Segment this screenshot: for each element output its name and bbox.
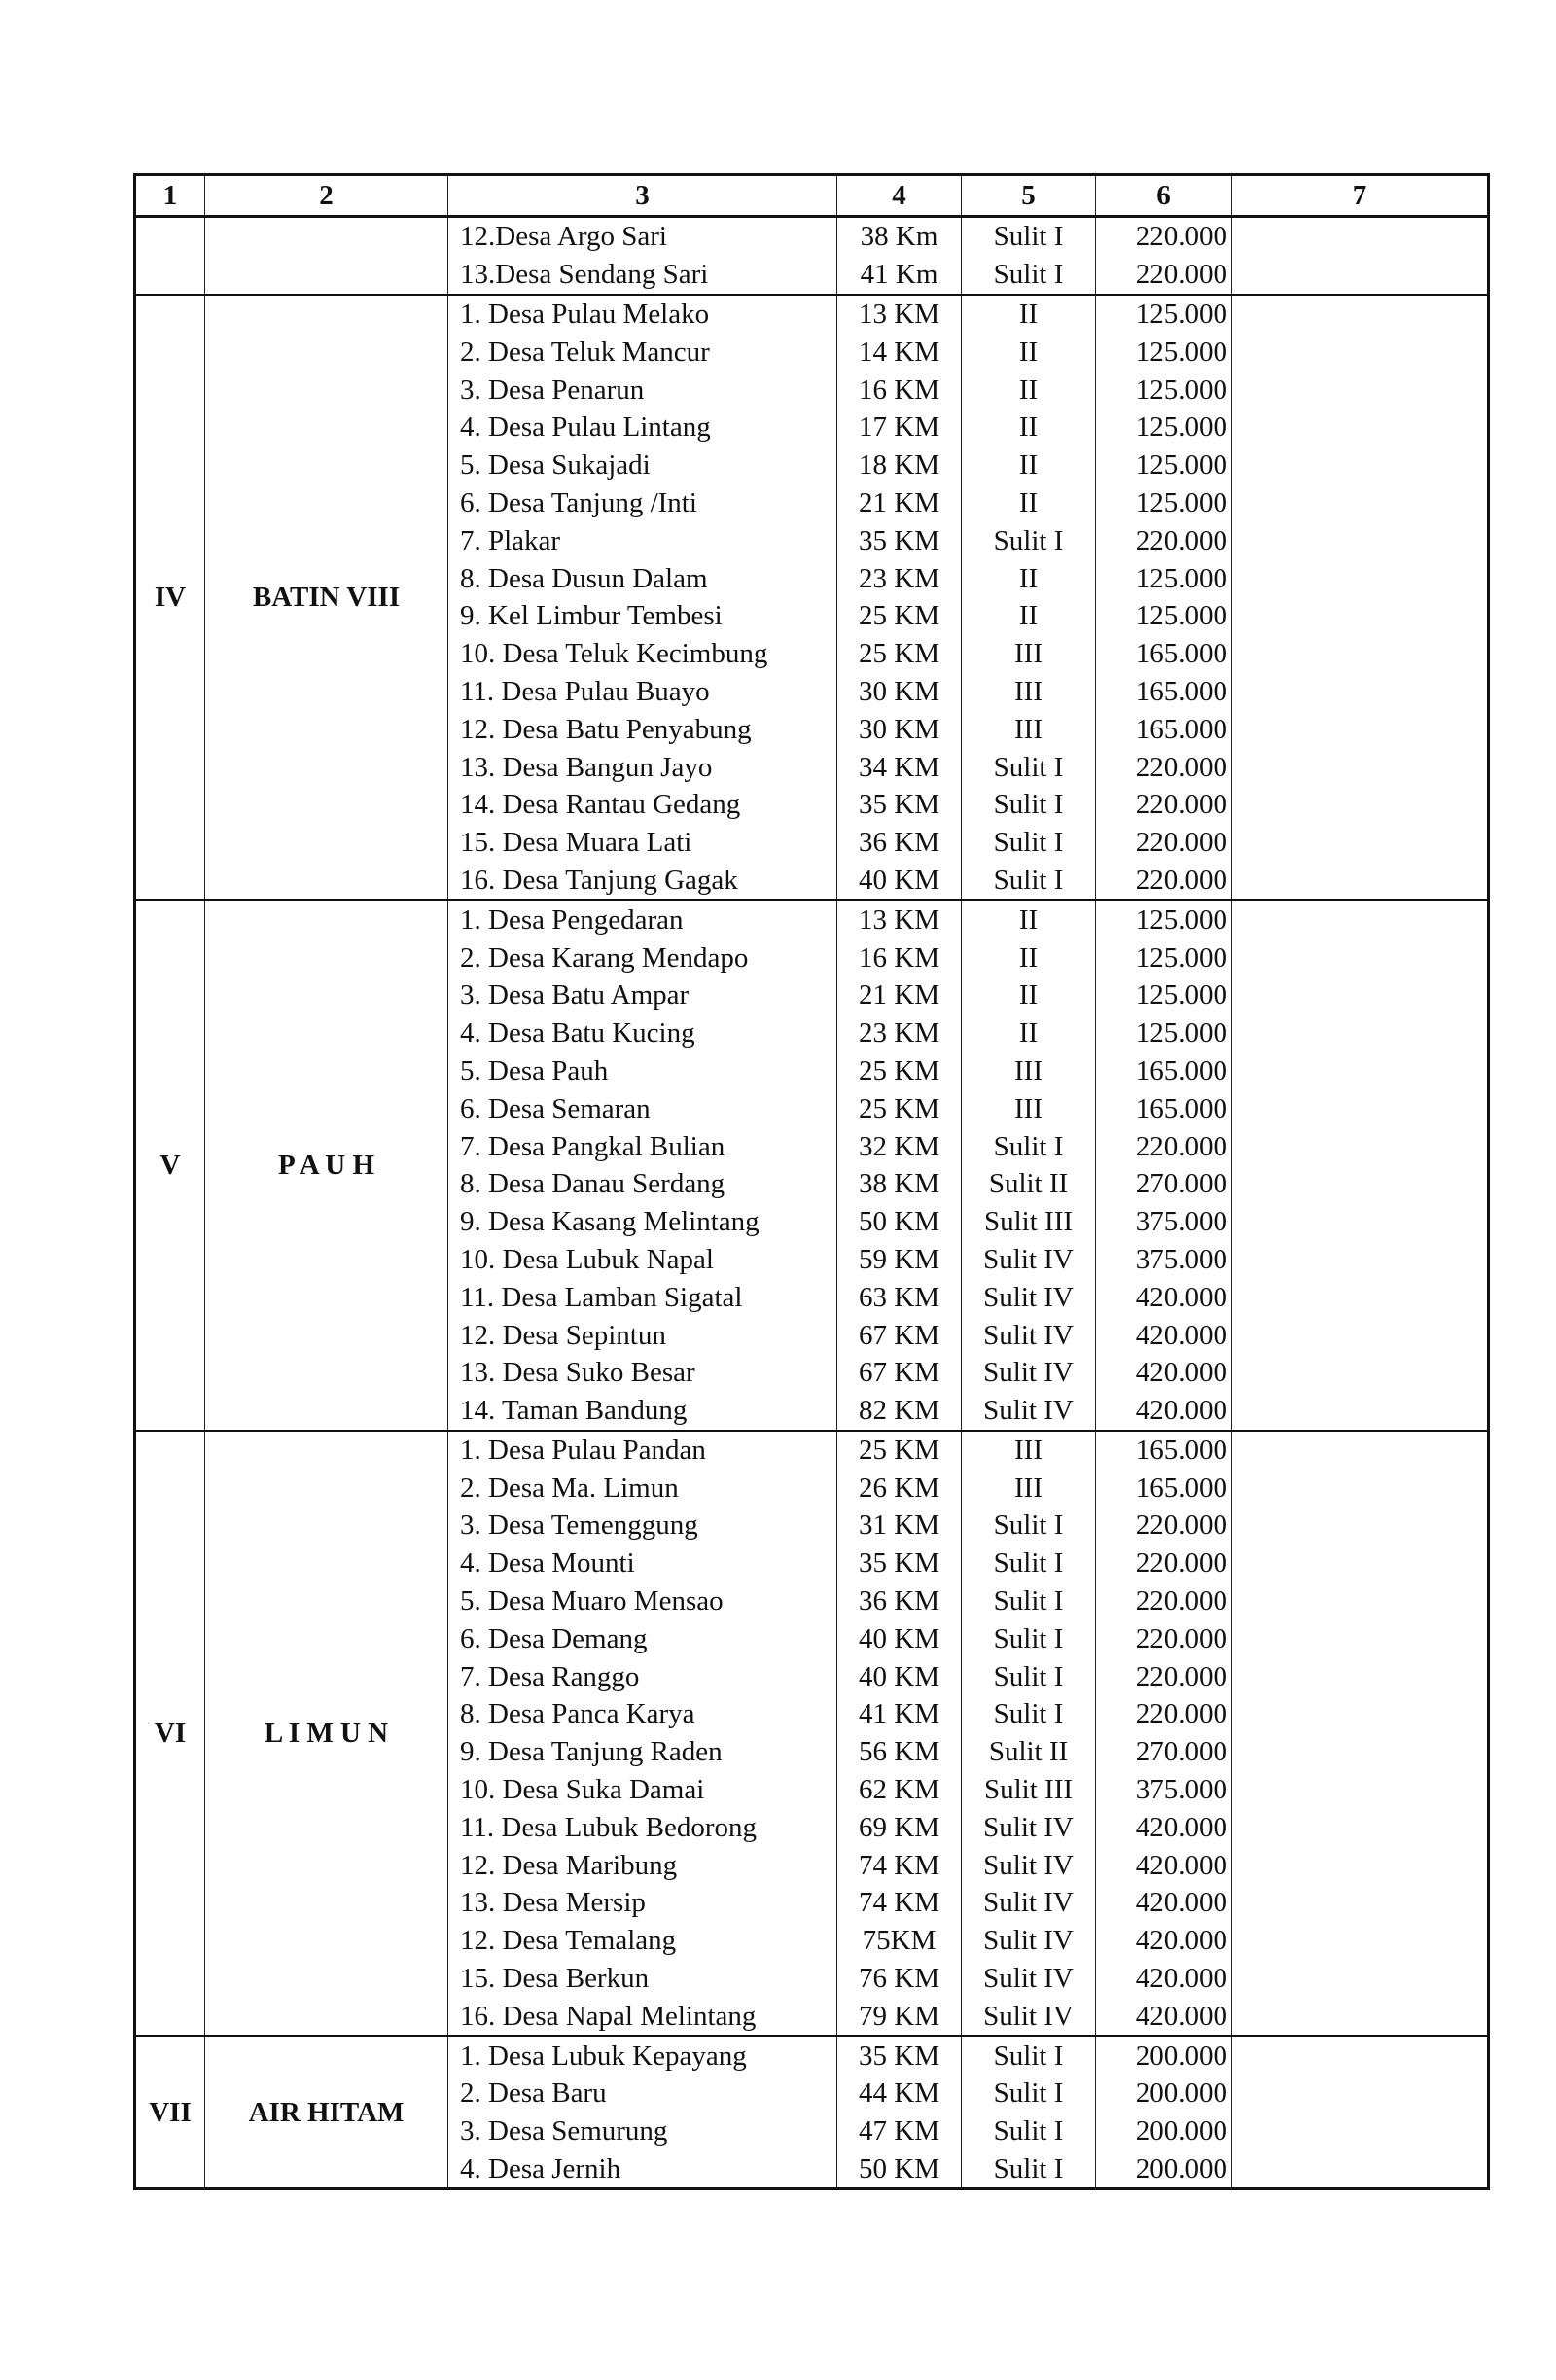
category-cell: Sulit I	[962, 2075, 1096, 2113]
distance-cell: 59 KM	[837, 1241, 962, 1279]
district-group	[135, 900, 1489, 1430]
amount-cell: 200.000	[1096, 2150, 1232, 2189]
remarks-cell	[1232, 1278, 1489, 1316]
remarks-cell	[1232, 824, 1489, 862]
village-name: 13.Desa Sendang Sari	[448, 256, 837, 295]
district-number: VII	[135, 2036, 205, 2189]
amount-cell: 220.000	[1096, 1657, 1232, 1695]
remarks-cell	[1232, 2036, 1489, 2075]
remarks-cell	[1232, 710, 1489, 748]
village-name: 3. Desa Temenggung	[448, 1507, 837, 1545]
distance-cell: 67 KM	[837, 1354, 962, 1392]
allowance-table	[133, 173, 1490, 2190]
distance-cell: 35 KM	[837, 2036, 962, 2075]
district-number: V	[135, 900, 205, 1430]
village-name: 8. Desa Danau Serdang	[448, 1165, 837, 1203]
village-name: 1. Desa Pulau Melako	[448, 295, 837, 334]
category-cell: III	[962, 1052, 1096, 1090]
amount-cell: 125.000	[1096, 559, 1232, 597]
category-cell: Sulit I	[962, 786, 1096, 824]
category-cell: Sulit IV	[962, 1922, 1096, 1960]
remarks-cell	[1232, 217, 1489, 256]
remarks-cell	[1232, 1316, 1489, 1354]
village-name: 3. Desa Semurung	[448, 2113, 837, 2150]
amount-cell: 220.000	[1096, 217, 1232, 256]
village-name: 5. Desa Sukajadi	[448, 446, 837, 484]
village-name: 3. Desa Batu Ampar	[448, 977, 837, 1014]
distance-cell: 25 KM	[837, 1431, 962, 1470]
distance-cell: 41 Km	[837, 256, 962, 295]
remarks-cell	[1232, 1960, 1489, 1998]
village-name: 10. Desa Lubuk Napal	[448, 1241, 837, 1279]
table-row	[135, 217, 1489, 256]
distance-cell: 41 KM	[837, 1695, 962, 1733]
amount-cell: 420.000	[1096, 1922, 1232, 1960]
distance-cell: 67 KM	[837, 1316, 962, 1354]
distance-cell: 74 KM	[837, 1846, 962, 1884]
header-col-7: 7	[1232, 175, 1489, 217]
remarks-cell	[1232, 333, 1489, 371]
amount-cell: 125.000	[1096, 977, 1232, 1014]
distance-cell: 25 KM	[837, 635, 962, 673]
category-cell: Sulit I	[962, 256, 1096, 295]
distance-cell: 35 KM	[837, 521, 962, 559]
remarks-cell	[1232, 635, 1489, 673]
amount-cell: 125.000	[1096, 446, 1232, 484]
category-cell: Sulit II	[962, 1733, 1096, 1771]
remarks-cell	[1232, 1695, 1489, 1733]
category-cell: Sulit I	[962, 217, 1096, 256]
village-name: 2. Desa Ma. Limun	[448, 1469, 837, 1507]
category-cell: II	[962, 295, 1096, 334]
remarks-cell	[1232, 256, 1489, 295]
district-group	[135, 1431, 1489, 2037]
remarks-cell	[1232, 977, 1489, 1014]
remarks-cell	[1232, 409, 1489, 446]
amount-cell: 165.000	[1096, 673, 1232, 711]
category-cell: Sulit IV	[962, 1997, 1096, 2036]
distance-cell: 17 KM	[837, 409, 962, 446]
village-name: 2. Desa Teluk Mancur	[448, 333, 837, 371]
village-name: 15. Desa Muara Lati	[448, 824, 837, 862]
header-col-1: 1	[135, 175, 205, 217]
category-cell: II	[962, 1014, 1096, 1052]
header-col-3: 3	[448, 175, 837, 217]
amount-cell: 420.000	[1096, 1392, 1232, 1431]
remarks-cell	[1232, 2150, 1489, 2189]
distance-cell: 18 KM	[837, 446, 962, 484]
village-name: 14. Desa Rantau Gedang	[448, 786, 837, 824]
remarks-cell	[1232, 939, 1489, 977]
distance-cell: 75KM	[837, 1922, 962, 1960]
amount-cell: 420.000	[1096, 1278, 1232, 1316]
village-name: 16. Desa Tanjung Gagak	[448, 862, 837, 901]
category-cell: Sulit IV	[962, 1316, 1096, 1354]
district-number	[135, 217, 205, 295]
amount-cell: 125.000	[1096, 597, 1232, 635]
village-name: 1. Desa Pulau Pandan	[448, 1431, 837, 1470]
distance-cell: 14 KM	[837, 333, 962, 371]
header-col-6: 6	[1096, 175, 1232, 217]
category-cell: III	[962, 1469, 1096, 1507]
village-name: 12. Desa Batu Penyabung	[448, 710, 837, 748]
village-name: 9. Desa Tanjung Raden	[448, 1733, 837, 1771]
distance-cell: 79 KM	[837, 1997, 962, 2036]
amount-cell: 270.000	[1096, 1733, 1232, 1771]
category-cell: Sulit I	[962, 1695, 1096, 1733]
category-cell: Sulit I	[962, 1545, 1096, 1582]
distance-cell: 21 KM	[837, 484, 962, 522]
distance-cell: 56 KM	[837, 1733, 962, 1771]
category-cell: II	[962, 484, 1096, 522]
category-cell: Sulit IV	[962, 1846, 1096, 1884]
remarks-cell	[1232, 1997, 1489, 2036]
remarks-cell	[1232, 1165, 1489, 1203]
district-name: P A U H	[205, 900, 448, 1430]
category-cell: Sulit I	[962, 1582, 1096, 1620]
distance-cell: 63 KM	[837, 1278, 962, 1316]
amount-cell: 165.000	[1096, 710, 1232, 748]
category-cell: Sulit I	[962, 1507, 1096, 1545]
remarks-cell	[1232, 559, 1489, 597]
category-cell: Sulit I	[962, 862, 1096, 901]
amount-cell: 220.000	[1096, 748, 1232, 786]
village-name: 7. Plakar	[448, 521, 837, 559]
amount-cell: 165.000	[1096, 1469, 1232, 1507]
header-col-2: 2	[205, 175, 448, 217]
category-cell: Sulit III	[962, 1771, 1096, 1809]
distance-cell: 47 KM	[837, 2113, 962, 2150]
village-name: 4. Desa Mounti	[448, 1545, 837, 1582]
header-col-5: 5	[962, 175, 1096, 217]
remarks-cell	[1232, 1203, 1489, 1241]
village-name: 12. Desa Maribung	[448, 1846, 837, 1884]
village-name: 15. Desa Berkun	[448, 1960, 837, 1998]
village-name: 4. Desa Jernih	[448, 2150, 837, 2189]
remarks-cell	[1232, 1241, 1489, 1279]
remarks-cell	[1232, 1619, 1489, 1657]
category-cell: II	[962, 900, 1096, 939]
distance-cell: 50 KM	[837, 1203, 962, 1241]
amount-cell: 220.000	[1096, 1619, 1232, 1657]
category-cell: Sulit IV	[962, 1808, 1096, 1846]
amount-cell: 125.000	[1096, 295, 1232, 334]
distance-cell: 36 KM	[837, 1582, 962, 1620]
distance-cell: 62 KM	[837, 1771, 962, 1809]
amount-cell: 165.000	[1096, 635, 1232, 673]
amount-cell: 125.000	[1096, 484, 1232, 522]
remarks-cell	[1232, 484, 1489, 522]
remarks-cell	[1232, 371, 1489, 409]
distance-cell: 31 KM	[837, 1507, 962, 1545]
amount-cell: 220.000	[1096, 256, 1232, 295]
amount-cell: 125.000	[1096, 371, 1232, 409]
amount-cell: 375.000	[1096, 1771, 1232, 1809]
district-group	[135, 295, 1489, 901]
distance-cell: 23 KM	[837, 1014, 962, 1052]
amount-cell: 220.000	[1096, 862, 1232, 901]
remarks-cell	[1232, 900, 1489, 939]
district-group	[135, 2036, 1489, 2189]
amount-cell: 220.000	[1096, 1545, 1232, 1582]
remarks-cell	[1232, 1657, 1489, 1695]
distance-cell: 23 KM	[837, 559, 962, 597]
category-cell: Sulit I	[962, 1619, 1096, 1657]
category-cell: Sulit I	[962, 2036, 1096, 2075]
table-row	[135, 295, 1489, 334]
distance-cell: 30 KM	[837, 710, 962, 748]
distance-cell: 25 KM	[837, 1089, 962, 1127]
category-cell: II	[962, 371, 1096, 409]
remarks-cell	[1232, 1884, 1489, 1922]
village-name: 14. Taman Bandung	[448, 1392, 837, 1431]
remarks-cell	[1232, 1545, 1489, 1582]
village-name: 5. Desa Pauh	[448, 1052, 837, 1090]
remarks-cell	[1232, 1469, 1489, 1507]
table-row	[135, 900, 1489, 939]
distance-cell: 40 KM	[837, 1657, 962, 1695]
remarks-cell	[1232, 1431, 1489, 1470]
category-cell: III	[962, 635, 1096, 673]
table-row	[135, 1431, 1489, 1470]
amount-cell: 125.000	[1096, 333, 1232, 371]
amount-cell: 420.000	[1096, 1846, 1232, 1884]
village-name: 13. Desa Bangun Jayo	[448, 748, 837, 786]
category-cell: II	[962, 446, 1096, 484]
distance-cell: 69 KM	[837, 1808, 962, 1846]
district-group	[135, 217, 1489, 295]
category-cell: Sulit I	[962, 2113, 1096, 2150]
amount-cell: 125.000	[1096, 409, 1232, 446]
category-cell: II	[962, 939, 1096, 977]
category-cell: III	[962, 1431, 1096, 1470]
amount-cell: 125.000	[1096, 939, 1232, 977]
category-cell: II	[962, 559, 1096, 597]
category-cell: Sulit II	[962, 1165, 1096, 1203]
village-name: 8. Desa Dusun Dalam	[448, 559, 837, 597]
amount-cell: 165.000	[1096, 1089, 1232, 1127]
village-name: 7. Desa Pangkal Bulian	[448, 1127, 837, 1165]
distance-cell: 38 KM	[837, 1165, 962, 1203]
remarks-cell	[1232, 673, 1489, 711]
remarks-cell	[1232, 446, 1489, 484]
amount-cell: 200.000	[1096, 2036, 1232, 2075]
amount-cell: 220.000	[1096, 521, 1232, 559]
category-cell: Sulit IV	[962, 1278, 1096, 1316]
distance-cell: 25 KM	[837, 597, 962, 635]
amount-cell: 125.000	[1096, 1014, 1232, 1052]
village-name: 9. Kel Limbur Tembesi	[448, 597, 837, 635]
district-name: L I M U N	[205, 1431, 448, 2037]
village-name: 11. Desa Pulau Buayo	[448, 673, 837, 711]
amount-cell: 165.000	[1096, 1052, 1232, 1090]
distance-cell: 74 KM	[837, 1884, 962, 1922]
document-page	[133, 173, 1487, 2190]
distance-cell: 16 KM	[837, 939, 962, 977]
category-cell: III	[962, 710, 1096, 748]
category-cell: Sulit I	[962, 1127, 1096, 1165]
distance-cell: 35 KM	[837, 1545, 962, 1582]
remarks-cell	[1232, 1771, 1489, 1809]
amount-cell: 165.000	[1096, 1431, 1232, 1470]
amount-cell: 200.000	[1096, 2113, 1232, 2150]
amount-cell: 270.000	[1096, 1165, 1232, 1203]
amount-cell: 420.000	[1096, 1808, 1232, 1846]
village-name: 4. Desa Pulau Lintang	[448, 409, 837, 446]
remarks-cell	[1232, 1507, 1489, 1545]
distance-cell: 40 KM	[837, 1619, 962, 1657]
remarks-cell	[1232, 597, 1489, 635]
village-name: 12. Desa Sepintun	[448, 1316, 837, 1354]
remarks-cell	[1232, 1922, 1489, 1960]
category-cell: Sulit I	[962, 748, 1096, 786]
village-name: 2. Desa Baru	[448, 2075, 837, 2113]
distance-cell: 30 KM	[837, 673, 962, 711]
distance-cell: 16 KM	[837, 371, 962, 409]
amount-cell: 220.000	[1096, 1507, 1232, 1545]
distance-cell: 32 KM	[837, 1127, 962, 1165]
amount-cell: 375.000	[1096, 1241, 1232, 1279]
village-name: 1. Desa Pengedaran	[448, 900, 837, 939]
remarks-cell	[1232, 748, 1489, 786]
distance-cell: 38 Km	[837, 217, 962, 256]
remarks-cell	[1232, 521, 1489, 559]
amount-cell: 220.000	[1096, 1695, 1232, 1733]
distance-cell: 35 KM	[837, 786, 962, 824]
amount-cell: 220.000	[1096, 1127, 1232, 1165]
amount-cell: 420.000	[1096, 1997, 1232, 2036]
category-cell: Sulit I	[962, 2150, 1096, 2189]
amount-cell: 200.000	[1096, 2075, 1232, 2113]
distance-cell: 40 KM	[837, 862, 962, 901]
village-name: 13. Desa Mersip	[448, 1884, 837, 1922]
remarks-cell	[1232, 1733, 1489, 1771]
table-header	[135, 175, 1489, 217]
distance-cell: 25 KM	[837, 1052, 962, 1090]
remarks-cell	[1232, 862, 1489, 901]
remarks-cell	[1232, 1808, 1489, 1846]
category-cell: II	[962, 977, 1096, 1014]
village-name: 11. Desa Lubuk Bedorong	[448, 1808, 837, 1846]
category-cell: Sulit I	[962, 1657, 1096, 1695]
village-name: 16. Desa Napal Melintang	[448, 1997, 837, 2036]
amount-cell: 420.000	[1096, 1884, 1232, 1922]
category-cell: Sulit IV	[962, 1884, 1096, 1922]
village-name: 8. Desa Panca Karya	[448, 1695, 837, 1733]
remarks-cell	[1232, 1089, 1489, 1127]
village-name: 9. Desa Kasang Melintang	[448, 1203, 837, 1241]
amount-cell: 420.000	[1096, 1316, 1232, 1354]
distance-cell: 82 KM	[837, 1392, 962, 1431]
category-cell: II	[962, 597, 1096, 635]
village-name: 6. Desa Demang	[448, 1619, 837, 1657]
remarks-cell	[1232, 2075, 1489, 2113]
category-cell: III	[962, 1089, 1096, 1127]
remarks-cell	[1232, 2113, 1489, 2150]
village-name: 13. Desa Suko Besar	[448, 1354, 837, 1392]
category-cell: Sulit I	[962, 521, 1096, 559]
amount-cell: 125.000	[1096, 900, 1232, 939]
village-name: 11. Desa Lamban Sigatal	[448, 1278, 837, 1316]
amount-cell: 420.000	[1096, 1960, 1232, 1998]
remarks-cell	[1232, 295, 1489, 334]
remarks-cell	[1232, 1052, 1489, 1090]
district-name	[205, 217, 448, 295]
amount-cell: 220.000	[1096, 1582, 1232, 1620]
district-name: AIR HITAM	[205, 2036, 448, 2189]
header-row	[135, 175, 1489, 217]
village-name: 6. Desa Tanjung /Inti	[448, 484, 837, 522]
district-name: BATIN VIII	[205, 295, 448, 901]
amount-cell: 220.000	[1096, 824, 1232, 862]
table-row	[135, 2036, 1489, 2075]
remarks-cell	[1232, 1127, 1489, 1165]
village-name: 10. Desa Teluk Kecimbung	[448, 635, 837, 673]
category-cell: II	[962, 409, 1096, 446]
distance-cell: 13 KM	[837, 900, 962, 939]
village-name: 10. Desa Suka Damai	[448, 1771, 837, 1809]
category-cell: Sulit IV	[962, 1960, 1096, 1998]
amount-cell: 375.000	[1096, 1203, 1232, 1241]
distance-cell: 34 KM	[837, 748, 962, 786]
remarks-cell	[1232, 1392, 1489, 1431]
remarks-cell	[1232, 786, 1489, 824]
village-name: 7. Desa Ranggo	[448, 1657, 837, 1695]
category-cell: Sulit IV	[962, 1354, 1096, 1392]
district-number: VI	[135, 1431, 205, 2037]
distance-cell: 13 KM	[837, 295, 962, 334]
category-cell: Sulit I	[962, 824, 1096, 862]
village-name: 5. Desa Muaro Mensao	[448, 1582, 837, 1620]
category-cell: II	[962, 333, 1096, 371]
distance-cell: 21 KM	[837, 977, 962, 1014]
remarks-cell	[1232, 1014, 1489, 1052]
amount-cell: 420.000	[1096, 1354, 1232, 1392]
remarks-cell	[1232, 1846, 1489, 1884]
category-cell: III	[962, 673, 1096, 711]
category-cell: Sulit III	[962, 1203, 1096, 1241]
village-name: 3. Desa Penarun	[448, 371, 837, 409]
remarks-cell	[1232, 1582, 1489, 1620]
category-cell: Sulit IV	[962, 1392, 1096, 1431]
village-name: 12. Desa Temalang	[448, 1922, 837, 1960]
village-name: 6. Desa Semaran	[448, 1089, 837, 1127]
district-number: IV	[135, 295, 205, 901]
amount-cell: 220.000	[1096, 786, 1232, 824]
remarks-cell	[1232, 1354, 1489, 1392]
village-name: 12.Desa Argo Sari	[448, 217, 837, 256]
village-name: 1. Desa Lubuk Kepayang	[448, 2036, 837, 2075]
village-name: 4. Desa Batu Kucing	[448, 1014, 837, 1052]
distance-cell: 36 KM	[837, 824, 962, 862]
category-cell: Sulit IV	[962, 1241, 1096, 1279]
distance-cell: 26 KM	[837, 1469, 962, 1507]
distance-cell: 44 KM	[837, 2075, 962, 2113]
header-col-4: 4	[837, 175, 962, 217]
village-name: 2. Desa Karang Mendapo	[448, 939, 837, 977]
distance-cell: 76 KM	[837, 1960, 962, 1998]
distance-cell: 50 KM	[837, 2150, 962, 2189]
